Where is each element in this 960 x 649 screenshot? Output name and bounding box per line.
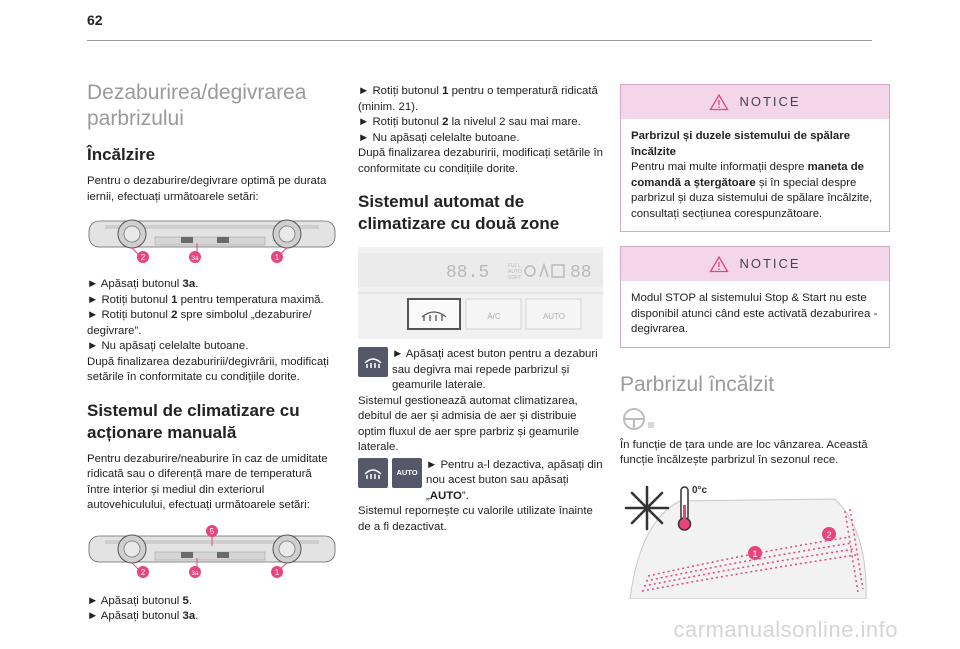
fig2-label-3a: 3a — [191, 569, 199, 577]
steps-list-1 — [87, 277, 337, 355]
thermometer-icon — [679, 487, 691, 530]
page-number: 62 — [87, 12, 103, 28]
warning-icon — [709, 255, 729, 273]
step-item: ► Rotiți butonul 2 la nivelul 2 sau mai mare. — [358, 116, 581, 128]
fig3-label-1: 1 — [752, 548, 758, 559]
column-3 — [620, 84, 890, 599]
step-item: ► Apăsați butonul 3a. — [87, 278, 199, 290]
control-panel-figure-2 — [87, 524, 337, 584]
fig2-label-2: 2 — [140, 567, 146, 577]
defrost-button-figure — [408, 299, 460, 329]
display-soft: SOFT — [508, 275, 522, 281]
fig1-label-3a: 3a — [191, 255, 199, 262]
section-title-line-1: Dezaburirea/degivrarea — [87, 81, 307, 104]
step-item: ► Apăsați butonul 5. — [87, 594, 193, 607]
after-text-2: După finalizarea dezaburirii, modificați setările în conformitate cu condițiile dorite. — [358, 147, 604, 175]
fig2-label-5: 5 — [209, 526, 215, 536]
footer-watermark: carmanualsonline.info — [673, 617, 898, 642]
column-1 — [87, 80, 337, 625]
column-2 — [358, 84, 603, 535]
step-item: ► Rotiți butonul 2 spre simbolul „dezaburire/ degivrare”. — [87, 309, 312, 337]
section-title — [87, 80, 337, 132]
system-text: Sistemul gestionează automat climatizarea, debitul de aer și admisia de aer și distribuie optim fluxul de aer spre parbriz și geamurile laterale. — [358, 394, 579, 453]
notice-title: NOTICE — [739, 256, 801, 272]
step-item: ► Nu apăsați celelalte butoane. — [358, 131, 520, 144]
steps-list-3 — [358, 84, 603, 146]
display-full: FULL — [508, 263, 521, 269]
front-defrost-icon — [358, 458, 388, 488]
heating-title: Încălzire — [87, 145, 156, 164]
snowflake-icon — [626, 487, 668, 529]
notice-header — [621, 247, 889, 281]
notice-header — [621, 85, 889, 119]
notice-body — [621, 281, 889, 347]
heated-windscreen-text: În funcție de țara unde are loc vânzarea. Această funcție încălzește parbrizul în sezonul rece. — [620, 438, 868, 466]
notice1-text: Pentru mai multe informații despre maneta de comandă a ștergătoare și în special despre parbrizul și duza sistemului de spălare încălzite, consultați secțiunea corespunzătoare. — [631, 161, 873, 220]
notice-body — [621, 119, 889, 231]
top-rule — [87, 40, 872, 41]
manual-ac-intro: Pentru dezaburire/neaburire în caz de umiditate ridicată sau o diferență mare de temperatură între interior și mediul din exteriorul autovehiculului, efectuați următoarele setări: — [87, 452, 328, 511]
auto-button-label: AUTO — [542, 312, 566, 321]
press-text: ► Apăsați acest buton pentru a dezaburi sau degivra mai repede parbrizul și geamurile laterale. — [392, 348, 598, 391]
steering-wheel-icon — [620, 406, 660, 432]
control-panel-figure-1 — [87, 215, 337, 267]
section-title-line-2: parbrizului — [87, 107, 184, 130]
fig1-label-1: 1 — [274, 253, 280, 262]
front-defrost-icon — [358, 347, 388, 377]
step-item: ► Rotiți butonul 1 pentru temperatura maximă. — [87, 293, 324, 306]
notice-title: NOTICE — [739, 94, 801, 110]
auto-climate-panel-figure — [358, 247, 603, 339]
heating-intro: Pentru o dezaburire/degivrare optimă pe durata iernii, efectuați următoarele setări: — [87, 175, 327, 203]
display-temp-right: 88 — [570, 263, 592, 283]
heated-windscreen-figure — [620, 481, 870, 599]
heated-windscreen-title: Parbrizul încălzit — [620, 372, 775, 396]
press-instruction — [358, 347, 603, 394]
deactivate-text: ► Pentru a-l dezactiva, apăsați din nou acest buton sau apăsați „AUTO”. — [426, 458, 603, 502]
display-auto: AUTO — [508, 269, 522, 275]
fig3-label-2: 2 — [826, 529, 832, 540]
notice-box-1 — [620, 84, 890, 232]
temperature-label: 0°c — [692, 484, 708, 496]
manual-ac-title: Sistemul de climatizare cu acționare manuală — [87, 400, 300, 442]
steps-list-2 — [87, 594, 337, 625]
fig1-label-2: 2 — [140, 253, 146, 262]
step-item: ► Nu apăsați celelalte butoane. — [87, 340, 249, 352]
step-item: ► Rotiți butonul 1 pentru o temperatură ridicată (minim. 21). — [358, 85, 598, 113]
resume-text: Sistemul repornește cu valorile utilizate înainte de a fi dezactivat. — [358, 505, 593, 533]
notice-box-2 — [620, 246, 890, 348]
warning-icon — [709, 93, 729, 111]
fig2-label-1: 1 — [274, 567, 280, 577]
notice2-text: Modul STOP al sistemului Stop & Start nu este disponibil atunci când este activată dezaburirea - degivrarea. — [631, 292, 878, 335]
auto-ac-title: Sistemul automat de climatizare cu două zone — [358, 192, 560, 233]
deactivate-instruction — [358, 458, 603, 505]
auto-icon: AUTO — [392, 458, 422, 488]
ac-button-label: A/C — [487, 312, 501, 321]
display-temp-left: 88.5 — [446, 263, 490, 283]
notice1-title: Parbrizul și duzele sistemului de spălare încălzite — [631, 130, 851, 158]
after-text-1: După finalizarea dezaburirii/degivrării, modificați setările în conformitate cu condițiile dorite. — [87, 355, 329, 383]
step-item: ► Apăsați butonul 3a. — [87, 610, 199, 622]
